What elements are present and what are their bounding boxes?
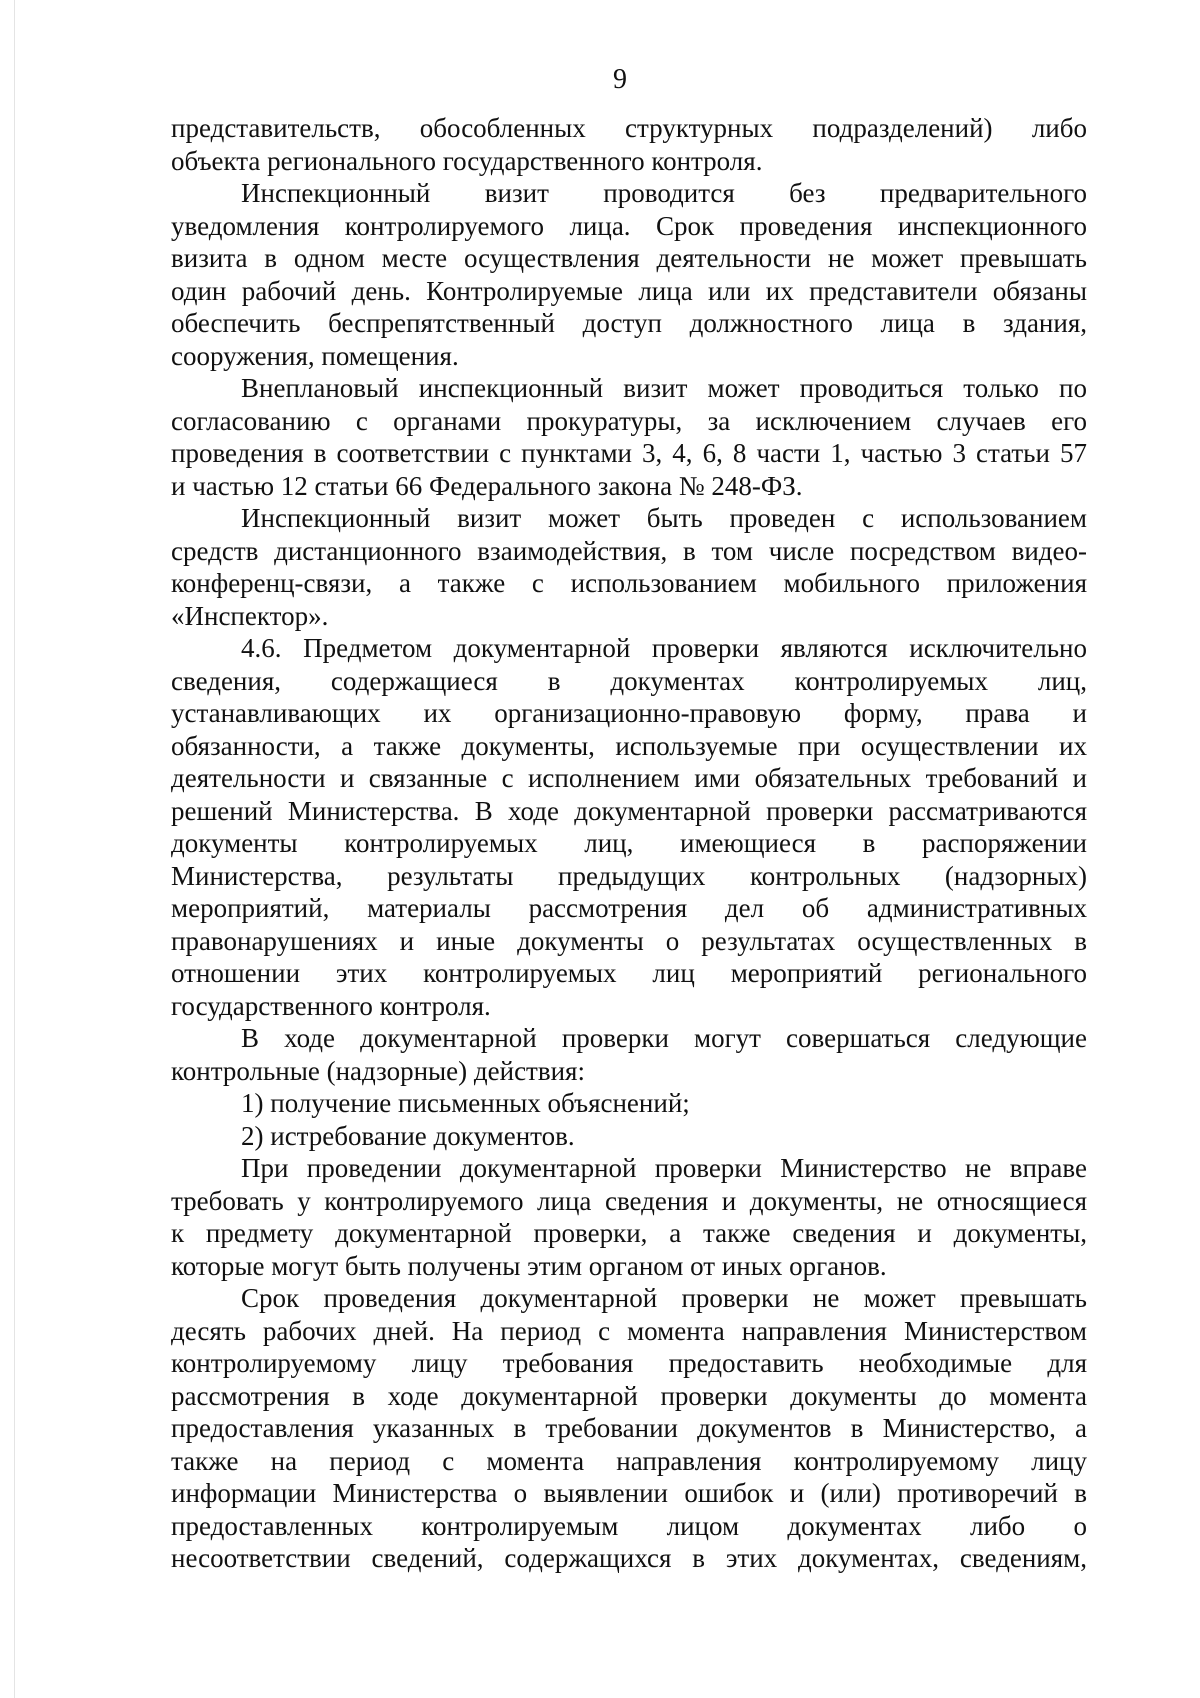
text-line: Инспекционный визит проводится без предварительного bbox=[241, 178, 1087, 208]
text-line: средств дистанционного взаимодействия, в том числе посредством видео- bbox=[171, 535, 1087, 566]
text-line: государственного контроля. bbox=[171, 990, 491, 1021]
text-line: визита в одном месте осуществления деятельности не может превышать bbox=[171, 243, 1087, 273]
text-line: к предмету документарной проверки, а также сведения и документы, bbox=[171, 1218, 1087, 1248]
text-line: мероприятий, материалы рассмотрения дел об административных bbox=[171, 893, 1087, 923]
text-line: устанавливающих их организационно-правовую форму, права и bbox=[171, 698, 1087, 728]
text-line: конференц-связи, а также с использованием мобильного приложения bbox=[171, 568, 1087, 598]
text-line: При проведении документарной проверки Министерство не вправе bbox=[241, 1153, 1087, 1183]
text-line: сооружения, помещения. bbox=[171, 340, 459, 371]
text-line: сведения, содержащиеся в документах контролируемых лиц, bbox=[171, 665, 1087, 696]
text-line: представительств, обособленных структурных подразделений) либо bbox=[171, 113, 1087, 143]
text-line: В ходе документарной проверки могут совершаться следующие bbox=[241, 1023, 1087, 1053]
text-line: Инспекционный визит может быть проведен с использованием bbox=[241, 503, 1087, 533]
text-line: один рабочий день. Контролируемые лица или их представители обязаны bbox=[171, 275, 1087, 306]
text-line: 4.6. Предметом документарной проверки являются исключительно bbox=[241, 633, 1087, 663]
text-line: которые могут быть получены этим органом от иных органов. bbox=[171, 1250, 887, 1281]
text-line: 2) истребование документов. bbox=[241, 1120, 575, 1151]
text-line: решений Министерства. В ходе документарной проверки рассматриваются bbox=[171, 795, 1087, 826]
text-line: Внеплановый инспекционный визит может проводиться только по bbox=[241, 373, 1087, 403]
text-line: предоставленных контролируемым лицом документах либо о bbox=[171, 1510, 1087, 1541]
text-line: правонарушениях и иные документы о результатах осуществленных в bbox=[171, 925, 1087, 956]
text-line: деятельности и связанные с исполнением ими обязательных требований и bbox=[171, 763, 1087, 793]
text-line: Министерства, результаты предыдущих контрольных (надзорных) bbox=[171, 860, 1087, 891]
text-line: проведения в соответствии с пунктами 3, 4, 6, 8 части 1, частью 3 статьи 57 bbox=[171, 438, 1087, 468]
text-line: предоставления указанных в требовании документов в Министерство, а bbox=[171, 1413, 1087, 1443]
text-line: документы контролируемых лиц, имеющиеся в распоряжении bbox=[171, 828, 1087, 858]
text-line: уведомления контролируемого лица. Срок проведения инспекционного bbox=[171, 210, 1087, 241]
text-line: объекта регионального государственного контроля. bbox=[171, 145, 763, 176]
text-line: согласованию с органами прокуратуры, за исключением случаев его bbox=[171, 405, 1087, 436]
text-line: Срок проведения документарной проверки не может превышать bbox=[241, 1283, 1087, 1313]
text-line: контролируемому лицу требования предоставить необходимые для bbox=[171, 1348, 1087, 1378]
text-line: информации Министерства о выявлении ошибок и (или) противоречий в bbox=[171, 1478, 1087, 1508]
text-line: десять рабочих дней. На период с момента направления Министерством bbox=[171, 1315, 1087, 1346]
text-line: рассмотрения в ходе документарной проверки документы до момента bbox=[171, 1380, 1087, 1411]
text-line: обязанности, а также документы, используемые при осуществлении их bbox=[171, 730, 1087, 761]
text-line: 1) получение письменных объяснений; bbox=[241, 1088, 690, 1118]
text-line: контрольные (надзорные) действия: bbox=[171, 1055, 585, 1086]
scan-edge-line bbox=[14, 0, 15, 1698]
text-line: также на период с момента направления контролируемому лицу bbox=[171, 1445, 1087, 1476]
text-line: «Инспектор». bbox=[171, 600, 329, 631]
text-line: обеспечить беспрепятственный доступ должностного лица в здания, bbox=[171, 308, 1087, 338]
document-body bbox=[171, 112, 1087, 1575]
page-number: 9 bbox=[613, 64, 627, 95]
text-line: несоответствии сведений, содержащихся в этих документах, сведениям, bbox=[171, 1543, 1087, 1573]
text-line: требовать у контролируемого лица сведения и документы, не относящиеся bbox=[171, 1185, 1087, 1216]
text-line: отношении этих контролируемых лиц мероприятий регионального bbox=[171, 958, 1087, 988]
text-line: и частью 12 статьи 66 Федерального закона № 248-ФЗ. bbox=[171, 470, 803, 501]
